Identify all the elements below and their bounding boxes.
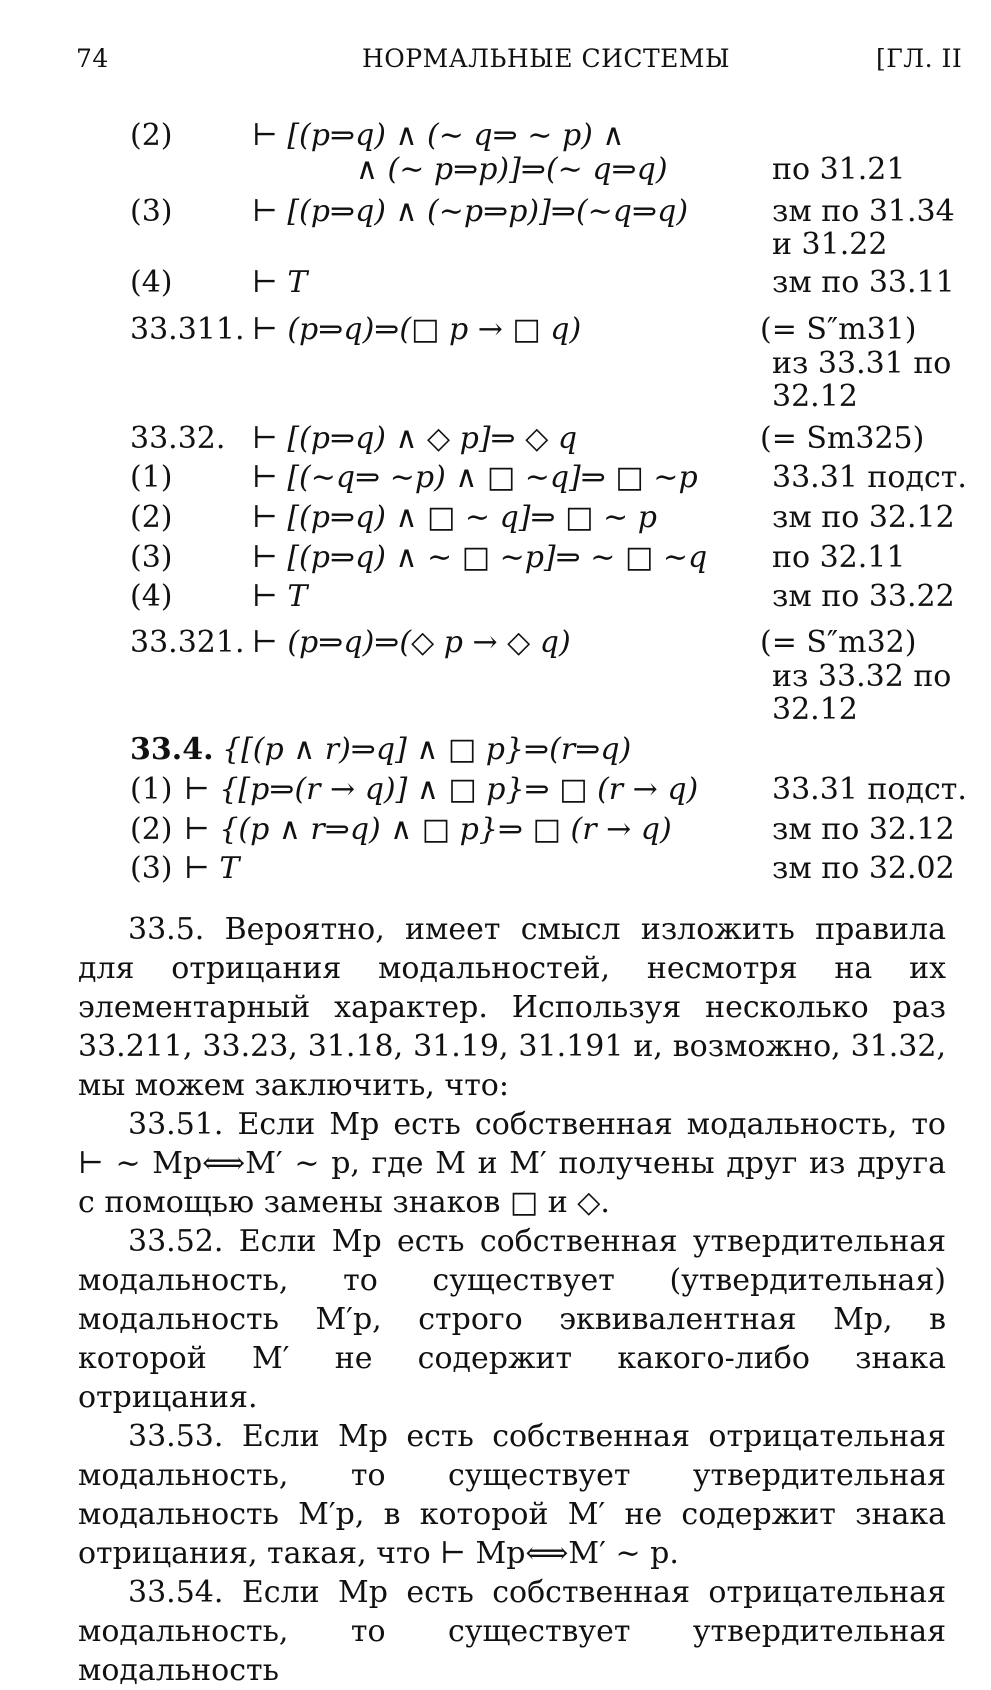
formula: ⊢ [(p⥰q) ∧ (∼p⥰p)]⥰(∼q⥰q) (252, 194, 689, 229)
justification: 33.31 подст. (772, 772, 967, 807)
justification: 32.12 (772, 379, 858, 414)
justification: по 31.21 (772, 152, 906, 187)
theorem-label: 33.321. (130, 625, 245, 660)
justification: из 33.31 по (772, 346, 952, 381)
justification: (= Sm325) (760, 421, 925, 456)
theorem-label: 33.4. (130, 732, 214, 767)
justification: зм по 33.11 (772, 265, 955, 300)
line-label: (3) (130, 194, 173, 229)
formula: ⊢ T (184, 851, 240, 886)
paragraph: 33.51. Если Mp есть собственная модальность, то ⊢ ∼ Mp⟺M′ ∼ p, где M и M′ получены друг из друга с помощью замены знаков □ и ◇. (78, 1107, 946, 1220)
justification: (= S″m31) (760, 312, 917, 347)
formula: ⊢ T (252, 579, 308, 614)
chapter-ref: [ГЛ. II (876, 44, 963, 73)
formula: ∧ (∼ p⥰p)]⥰(∼ q⥰q) (356, 152, 668, 187)
justification: зм по 31.34 (772, 194, 955, 229)
formula: ⊢ (p⥰q)⥰(□ p → □ q) (252, 312, 582, 347)
theorem-label: 33.311. (130, 312, 245, 347)
justification: зм по 32.02 (772, 851, 955, 886)
justification: 33.31 подст. (772, 460, 967, 495)
paragraph: 33.54. Если Mp есть собственная отрицательная модальность, то существует утвердительная модальность (78, 1575, 946, 1688)
justification: 32.12 (772, 692, 858, 727)
line-label: (2) (130, 118, 173, 153)
formula: ⊢ [(p⥰q) ∧ □ ∼ q]⥰ □ ∼ p (252, 500, 657, 535)
paragraph: 33.53. Если Mp есть собственная отрицательная модальность, то существует утвердительная модальность M′p, в которой M′ не содержит знака отрицания, такая, что ⊢ Mp⟺M′ ∼ p. (78, 1419, 946, 1571)
running-title: НОРМАЛЬНЫЕ СИСТЕМЫ (362, 44, 731, 73)
line-label: (3) (130, 851, 173, 886)
justification: (= S″m32) (760, 625, 917, 660)
paragraph: 33.52. Если Mp есть собственная утвердительная модальность, то существует (утвердительная) модальность M′p, строго эквивалентная Mp, в которой M′ не содержит какого-либо знака отрицания. (78, 1224, 946, 1415)
line-label: (3) (130, 540, 173, 575)
theorem-label: 33.32. (130, 421, 226, 456)
page-number: 74 (76, 44, 109, 73)
line-label: (1) (130, 772, 173, 807)
paragraph: 33.5. Вероятно, имеет смысл изложить правила для отрицания модальностей, несмотря на их элементарный характер. Используя несколько раз 33.211, 33.23, 31.18, 31.19, 31.191 и, возможно, 31.32, мы можем заключить, что: (78, 912, 946, 1103)
formula: ⊢ [(∼q⥰ ∼p) ∧ □ ∼q]⥰ □ ∼p (252, 460, 698, 495)
justification: и 31.22 (772, 227, 888, 262)
formula: ⊢ {(p ∧ r⥰q) ∧ □ p}⥰ □ (r → q) (184, 812, 672, 847)
line-label: (4) (130, 579, 173, 614)
justification: зм по 32.12 (772, 500, 955, 535)
formula: ⊢ [(p⥰q) ∧ ∼ □ ∼p]⥰ ∼ □ ∼q (252, 540, 708, 575)
formula: ⊢ [(p⥰q) ∧ (∼ q⥰ ∼ p) ∧ (252, 118, 625, 153)
justification: зм по 33.22 (772, 579, 955, 614)
formula: ⊢ (p⥰q)⥰(◇ p → ◇ q) (252, 625, 571, 660)
justification: по 32.11 (772, 540, 906, 575)
line-label: (2) (130, 812, 173, 847)
justification: из 33.32 по (772, 659, 952, 694)
formula: {[(p ∧ r)⥰q] ∧ □ p}⥰(r⥰q) (222, 732, 632, 767)
formula: ⊢ {[p⥰(r → q)] ∧ □ p}⥰ □ (r → q) (184, 772, 699, 807)
line-label: (4) (130, 265, 173, 300)
line-label: (1) (130, 460, 173, 495)
line-label: (2) (130, 500, 173, 535)
formula: ⊢ T (252, 265, 308, 300)
justification: зм по 32.12 (772, 812, 955, 847)
body-text (78, 910, 946, 1690)
formula: ⊢ [(p⥰q) ∧ ◇ p]⥰ ◇ q (252, 421, 578, 456)
